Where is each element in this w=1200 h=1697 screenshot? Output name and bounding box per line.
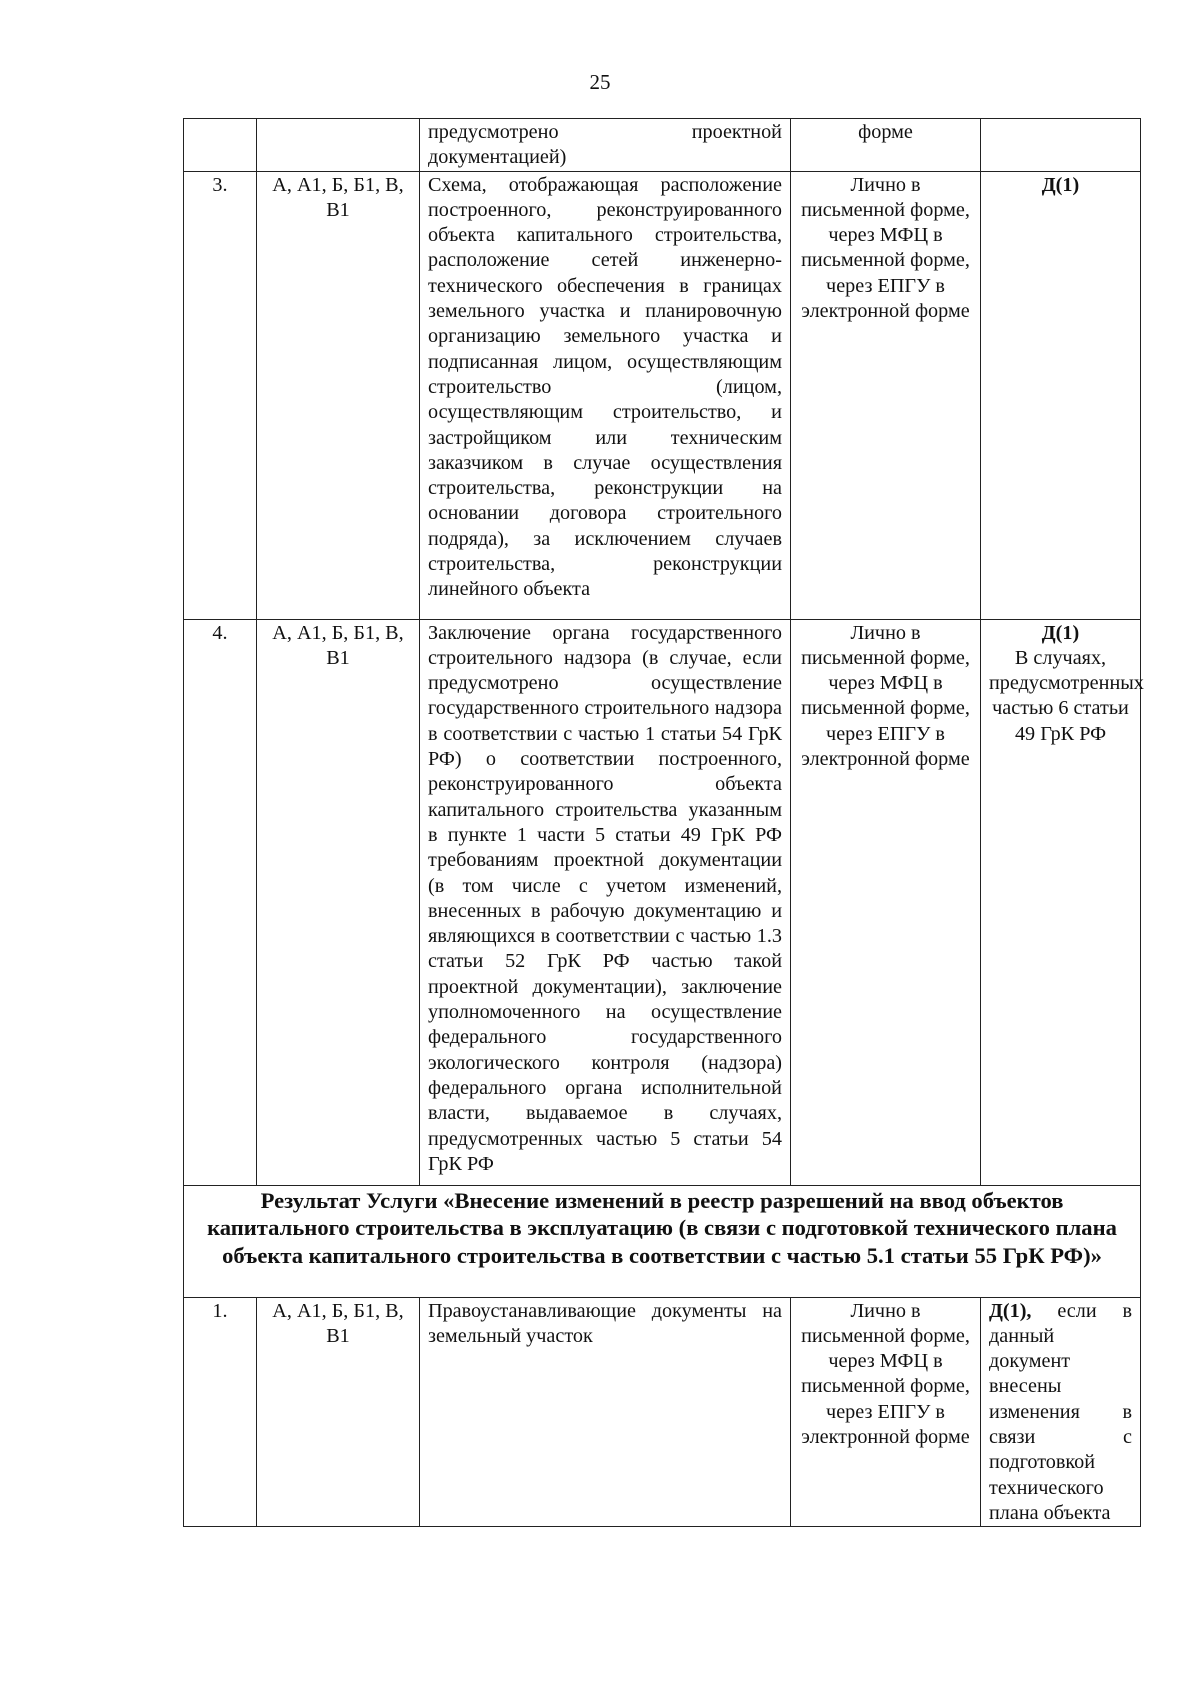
document-description: Заключение органа государственного строительного надзора (в случае, если предусмотрено осуществление государственного строительного надзора в соответствии с частью 1 статьи 54 ГрК РФ) о соответствии построенного, реконструированного объекта капитального строительства указанным в пункте 1 части 5 статьи 49 ГрК РФ требованиям проектной документации (в том числе с учетом изменений, внесенных в рабочую документацию и являющихся в соответствии с частью 1.3 статьи 52 ГрК РФ частью такой проектной документации), заключение уполномоченного на осуществление федерального государственного экологического контроля (надзора) федерального органа исполнительной власти, выдаваемое в случаях, предусмотренных частью 5 статьи 54 ГрК РФ — [420, 619, 791, 1185]
page-number: 25 — [589, 70, 611, 94]
row-number: 3. — [184, 171, 257, 619]
document-note — [981, 1297, 1141, 1527]
table-row — [184, 171, 1141, 619]
table-row — [184, 1297, 1141, 1527]
applicant-categories: А, А1, Б, Б1, В, В1 — [257, 619, 420, 1185]
submission-method: Лично в письменной форме, через МФЦ в письменной форме, через ЕПГУ в электронной форме — [791, 1297, 981, 1527]
table-row — [184, 119, 1141, 172]
document-note — [981, 619, 1144, 1185]
section-heading: Результат Услуги «Внесение изменений в реестр разрешений на ввод объектов капитального строительства в эксплуатацию (в связи с подготовкой технического плана объекта капитального строительства в соответствии с частью 5.1 статьи 55 ГрК РФ)» — [184, 1185, 1141, 1297]
row-number: 4. — [184, 619, 257, 1185]
note-code: Д(1) — [1041, 621, 1080, 644]
applicant-categories: А, А1, Б, Б1, В, В1 — [257, 1297, 420, 1527]
row-number — [184, 119, 257, 172]
document-note — [981, 171, 1141, 619]
note-text: В случаях, предусмотренных частью 6 статьи 49 ГрК РФ — [989, 646, 1144, 745]
description-text: предусмотрено проектной документацией) — [428, 121, 782, 169]
document-description: Схема, отображающая расположение построенного, реконструированного объекта капитального строительства, расположение сетей инженерно-технического обеспечения в границах земельного участка и планировочную организацию земельного участка и подписанная лицом, осуществляющим строительство (лицом, осуществляющим строительство, и застройщиком или техническим заказчиком в случае осуществления строительства, реконструкции на основании договора строительного подряда), за исключением случаев строительства, реконструкции линейного объекта — [420, 171, 791, 619]
document-description — [420, 119, 791, 172]
note-code: Д(1), — [989, 1299, 1032, 1322]
submission-method: форме — [791, 119, 981, 172]
note-code: Д(1) — [1041, 173, 1080, 196]
applicant-categories: А, А1, Б, Б1, В, В1 — [257, 171, 420, 619]
note-text: если в данный документ внесены изменения в связи с подготовкой технического плана объекта — [989, 1299, 1132, 1524]
submission-method: Лично в письменной форме, через МФЦ в письменной форме, через ЕПГУ в электронной форме — [791, 619, 981, 1185]
row-number: 1. — [184, 1297, 257, 1527]
table-row — [184, 619, 1141, 1185]
applicant-categories — [257, 119, 420, 172]
section-row — [184, 1185, 1141, 1297]
document-note — [981, 119, 1141, 172]
document-description: Правоустанавливающие документы на земельный участок — [420, 1297, 791, 1527]
documents-table — [183, 118, 1144, 1527]
submission-method: Лично в письменной форме, через МФЦ в письменной форме, через ЕПГУ в электронной форме — [791, 171, 981, 619]
